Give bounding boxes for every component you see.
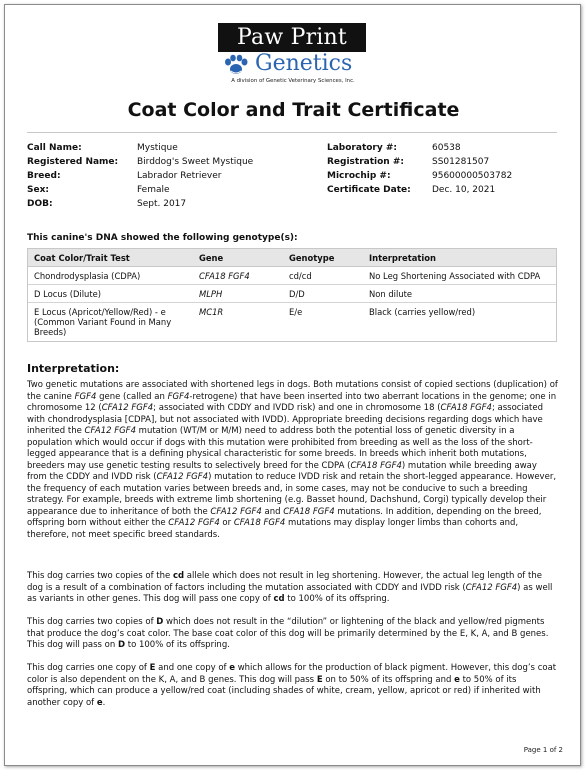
logo-top-text: Paw Print bbox=[218, 23, 366, 52]
cell-genotype: E/e bbox=[289, 307, 303, 317]
info-row-sex bbox=[27, 183, 253, 197]
page-number: Page 1 of 2 bbox=[523, 746, 563, 754]
genotype-heading: This canine's DNA showed the following genotype(s): bbox=[27, 233, 298, 243]
info-row-registered-name bbox=[27, 155, 253, 169]
info-label: Registration #: bbox=[327, 157, 404, 167]
info-value: 95600000503782 bbox=[432, 171, 513, 181]
info-row-registration bbox=[327, 155, 512, 169]
info-value: Mystique bbox=[137, 143, 178, 153]
paw-print-genetics-logo bbox=[218, 23, 366, 89]
cell-gene: MC1R bbox=[199, 307, 224, 317]
cell-genotype: cd/cd bbox=[289, 271, 312, 281]
info-label: Breed: bbox=[27, 171, 61, 181]
cell-interpretation: Black (carries yellow/red) bbox=[369, 307, 476, 317]
logo-bottom-text: Genetics bbox=[255, 51, 353, 76]
cell-genotype: D/D bbox=[289, 289, 305, 299]
info-label: Certificate Date: bbox=[327, 185, 411, 195]
e-locus-paragraph: This dog carries one copy of E and one copy of e which allows for the production of black pigment. However, this dog’s coat color is also dependent on the K, A, and B genes. This dog will pass E on to 50% of its offspring and e to 50% of its offspring, which can produce a yellow/red coat (including shades of white, cream, yellow, apricot or red) if inherited with another copy of e. bbox=[27, 663, 557, 708]
info-row-dob bbox=[27, 197, 253, 211]
title-divider bbox=[27, 132, 557, 133]
paw-icon bbox=[221, 53, 251, 77]
info-value: Birddog's Sweet Mystique bbox=[137, 157, 254, 167]
dog-info-right bbox=[327, 141, 512, 197]
logo-tagline: A division of Genetic Veterinary Sciences, Inc. bbox=[231, 78, 355, 84]
info-label: DOB: bbox=[27, 199, 53, 209]
table-row bbox=[28, 303, 556, 341]
info-row-microchip bbox=[327, 169, 512, 183]
table-header-row bbox=[28, 249, 556, 267]
info-value: Female bbox=[137, 185, 170, 195]
cell-interpretation: Non dilute bbox=[369, 289, 413, 299]
cell-gene: MLPH bbox=[199, 289, 223, 299]
info-row-breed bbox=[27, 169, 253, 183]
table-row bbox=[28, 285, 556, 303]
info-label: Sex: bbox=[27, 185, 49, 195]
info-row-laboratory bbox=[327, 141, 512, 155]
cell-test: Chondrodysplasia (CDPA) bbox=[34, 271, 141, 281]
table-row bbox=[28, 267, 556, 285]
info-value: Dec. 10, 2021 bbox=[432, 185, 496, 195]
column-header-gene: Gene bbox=[199, 253, 224, 263]
info-row-certificate-date bbox=[327, 183, 512, 197]
info-label: Registered Name: bbox=[27, 157, 119, 167]
cell-gene: CFA18 FGF4 bbox=[199, 271, 250, 281]
column-header-test: Coat Color/Trait Test bbox=[34, 253, 130, 263]
dog-info-left bbox=[27, 141, 253, 211]
genotype-table bbox=[27, 248, 557, 342]
column-header-interpretation: Interpretation bbox=[369, 253, 436, 263]
info-value: Labrador Retriever bbox=[137, 171, 222, 181]
cell-test: D Locus (Dilute) bbox=[34, 289, 102, 299]
cd-paragraph: This dog carries two copies of the cd allele which does not result in leg shortening. However, the actual leg length of the dog is a result of a combination of factors including the mutation associated with CDDY and IVDD risk (CFA12 FGF4) as well as variants in other genes. This dog will pass one copy of cd to 100% of its offspring. bbox=[27, 571, 553, 604]
info-label: Microchip #: bbox=[327, 171, 391, 181]
cell-test: E Locus (Apricot/Yellow/Red) - e (Common Variant Found in Many Breeds) bbox=[34, 307, 172, 337]
info-label: Call Name: bbox=[27, 143, 82, 153]
info-value: SS01281507 bbox=[432, 157, 490, 167]
interpretation-heading: Interpretation: bbox=[27, 362, 120, 375]
logo-bottom bbox=[218, 52, 366, 78]
d-locus-paragraph: This dog carries two copies of D which does not result in the “dilution” or lightening of the black and yellow/red pigments that produce the dog’s coat color. The base coat color of this dog will be primarily determined by the E, K, A, and B genes. This dog will pass on D to 100% of its offspring. bbox=[27, 617, 549, 650]
certificate-title: Coat Color and Trait Certificate bbox=[127, 99, 460, 121]
column-header-genotype: Genotype bbox=[289, 253, 335, 263]
interpretation-paragraph: Two genetic mutations are associated with shortened legs in dogs. Both mutations consist of copied sections (duplication) of the canine FGF4 gene (called an FGF4-retrogene) that have been inserted into two aberrant locations in the genome; one in chromosome 12 (CFA12 FGF4; associated with CDDY and IVDD risk) and one in chromosome 18 (CFA18 FGF4; associated with chondrodysplasia [CDPA], but not associated with IVDD). Appropriate breeding decisions regarding dogs which have inherited the CFA12 FGF4 mutation (WT/M or M/M) need to address both the potential loss of genetic diversity in a population which would occur if dogs with this mutation were prohibited from breeding as well as the loss of the short-legged appearance that is a defining physical characteristic for some breeds. In breeds which inherit both mutations, breeders may use genetic testing results to selectively breed for the CDPA (CFA18 FGF4) mutation while breeding away from the CDDY and IVDD risk (CFA12 FGF4) mutation to reduce IVDD risk and retain the short-legged appearance. However, the frequency of each mutation varies between breeds and, in some cases, may not be conducive to such a breeding strategy. For example, breeds with extreme limb shortening (e.g. Basset hound, Dachshund, Corgi) typically develop their appearance due to inheritance of both the CFA12 FGF4 and CFA18 FGF4 mutations. In addition, depending on the breed, offspring born without either the CFA12 FGF4 or CFA18 FGF4 mutations may display longer limbs than cohorts and, therefore, not meet specific breed standards. bbox=[27, 380, 558, 540]
info-value: 60538 bbox=[432, 143, 461, 153]
info-value: Sept. 2017 bbox=[137, 199, 187, 209]
info-label: Laboratory #: bbox=[327, 143, 398, 153]
info-row-call-name bbox=[27, 141, 253, 155]
cell-interpretation: No Leg Shortening Associated with CDPA bbox=[369, 271, 541, 281]
